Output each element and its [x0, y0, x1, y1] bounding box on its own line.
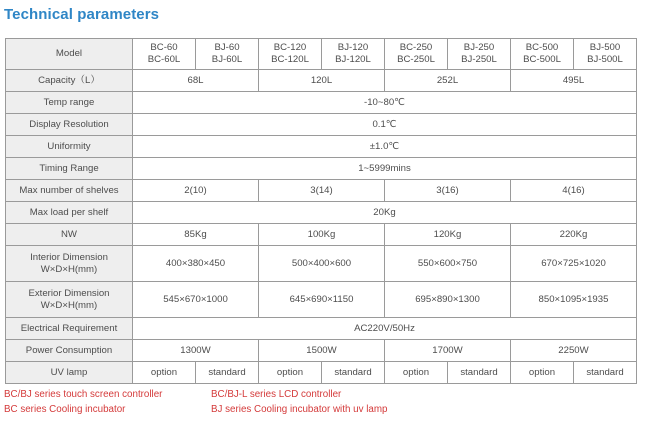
max-shelves-value: 2(10)	[133, 180, 259, 202]
power-value: 1700W	[385, 340, 511, 362]
nw-value: 120Kg	[385, 224, 511, 246]
nw-value: 220Kg	[511, 224, 637, 246]
row-uniformity	[6, 136, 637, 158]
model-cell: BC-500 BC-500L	[511, 39, 574, 70]
interior-dimension-value: 400×380×450	[133, 246, 259, 282]
display-resolution-label: Display Resolution	[6, 114, 133, 136]
uv-lamp-value: standard	[574, 362, 637, 384]
row-power	[6, 340, 637, 362]
temp-range-label: Temp range	[6, 92, 133, 114]
capacity-value: 495L	[511, 70, 637, 92]
row-capacity	[6, 70, 637, 92]
power-label: Power Consumption	[6, 340, 133, 362]
nw-label: NW	[6, 224, 133, 246]
exterior-dimension-value: 695×890×1300	[385, 282, 511, 318]
uv-lamp-label: UV lamp	[6, 362, 133, 384]
timing-range-label: Timing Range	[6, 158, 133, 180]
uv-lamp-value: option	[385, 362, 448, 384]
note-bc-series: BC series Cooling incubator	[4, 404, 126, 415]
model-label: Model	[6, 39, 133, 70]
model-cell: BC-250 BC-250L	[385, 39, 448, 70]
uv-lamp-value: standard	[322, 362, 385, 384]
power-value: 2250W	[511, 340, 637, 362]
row-uv-lamp	[6, 362, 637, 384]
exterior-dimension-value: 545×670×1000	[133, 282, 259, 318]
row-max-load	[6, 202, 637, 224]
row-electrical	[6, 318, 637, 340]
max-load-value: 20Kg	[133, 202, 637, 224]
model-cell: BJ-60 BJ-60L	[196, 39, 259, 70]
uv-lamp-value: option	[511, 362, 574, 384]
exterior-dimension-value: 645×690×1150	[259, 282, 385, 318]
capacity-value: 120L	[259, 70, 385, 92]
interior-dimension-value: 500×400×600	[259, 246, 385, 282]
row-model	[6, 39, 637, 70]
model-cell: BJ-120 BJ-120L	[322, 39, 385, 70]
interior-dimension-value: 550×600×750	[385, 246, 511, 282]
note-bj-series: BJ series Cooling incubator with uv lamp	[211, 404, 388, 415]
model-cell: BC-60 BC-60L	[133, 39, 196, 70]
interior-dimension-label: Interior Dimension W×D×H(mm)	[6, 246, 133, 282]
max-shelves-value: 4(16)	[511, 180, 637, 202]
row-max-shelves	[6, 180, 637, 202]
row-interior-dimension	[6, 246, 637, 282]
uv-lamp-value: option	[259, 362, 322, 384]
timing-range-value: 1~5999mins	[133, 158, 637, 180]
model-cell: BC-120 BC-120L	[259, 39, 322, 70]
exterior-dimension-label: Exterior Dimension W×D×H(mm)	[6, 282, 133, 318]
note-touch-screen: BC/BJ series touch screen controller	[4, 389, 163, 400]
max-shelves-value: 3(14)	[259, 180, 385, 202]
uniformity-label: Uniformity	[6, 136, 133, 158]
row-display-resolution	[6, 114, 637, 136]
electrical-label: Electrical Requirement	[6, 318, 133, 340]
nw-value: 100Kg	[259, 224, 385, 246]
model-cell: BJ-250 BJ-250L	[448, 39, 511, 70]
power-value: 1300W	[133, 340, 259, 362]
power-value: 1500W	[259, 340, 385, 362]
page-title: Technical parameters	[4, 6, 160, 23]
row-timing-range	[6, 158, 637, 180]
capacity-value: 252L	[385, 70, 511, 92]
exterior-dimension-value: 850×1095×1935	[511, 282, 637, 318]
uv-lamp-value: standard	[196, 362, 259, 384]
capacity-value: 68L	[133, 70, 259, 92]
spec-table	[5, 38, 637, 384]
capacity-label: Capacity（L）	[6, 70, 133, 92]
max-load-label: Max load per shelf	[6, 202, 133, 224]
electrical-value: AC220V/50Hz	[133, 318, 637, 340]
row-nw	[6, 224, 637, 246]
nw-value: 85Kg	[133, 224, 259, 246]
row-temp-range	[6, 92, 637, 114]
temp-range-value: -10~80℃	[133, 92, 637, 114]
interior-dimension-value: 670×725×1020	[511, 246, 637, 282]
note-lcd-controller: BC/BJ-L series LCD controller	[211, 389, 342, 400]
model-cell: BJ-500 BJ-500L	[574, 39, 637, 70]
uniformity-value: ±1.0℃	[133, 136, 637, 158]
uv-lamp-value: option	[133, 362, 196, 384]
row-exterior-dimension	[6, 282, 637, 318]
max-shelves-value: 3(16)	[385, 180, 511, 202]
uv-lamp-value: standard	[448, 362, 511, 384]
display-resolution-value: 0.1℃	[133, 114, 637, 136]
max-shelves-label: Max number of shelves	[6, 180, 133, 202]
